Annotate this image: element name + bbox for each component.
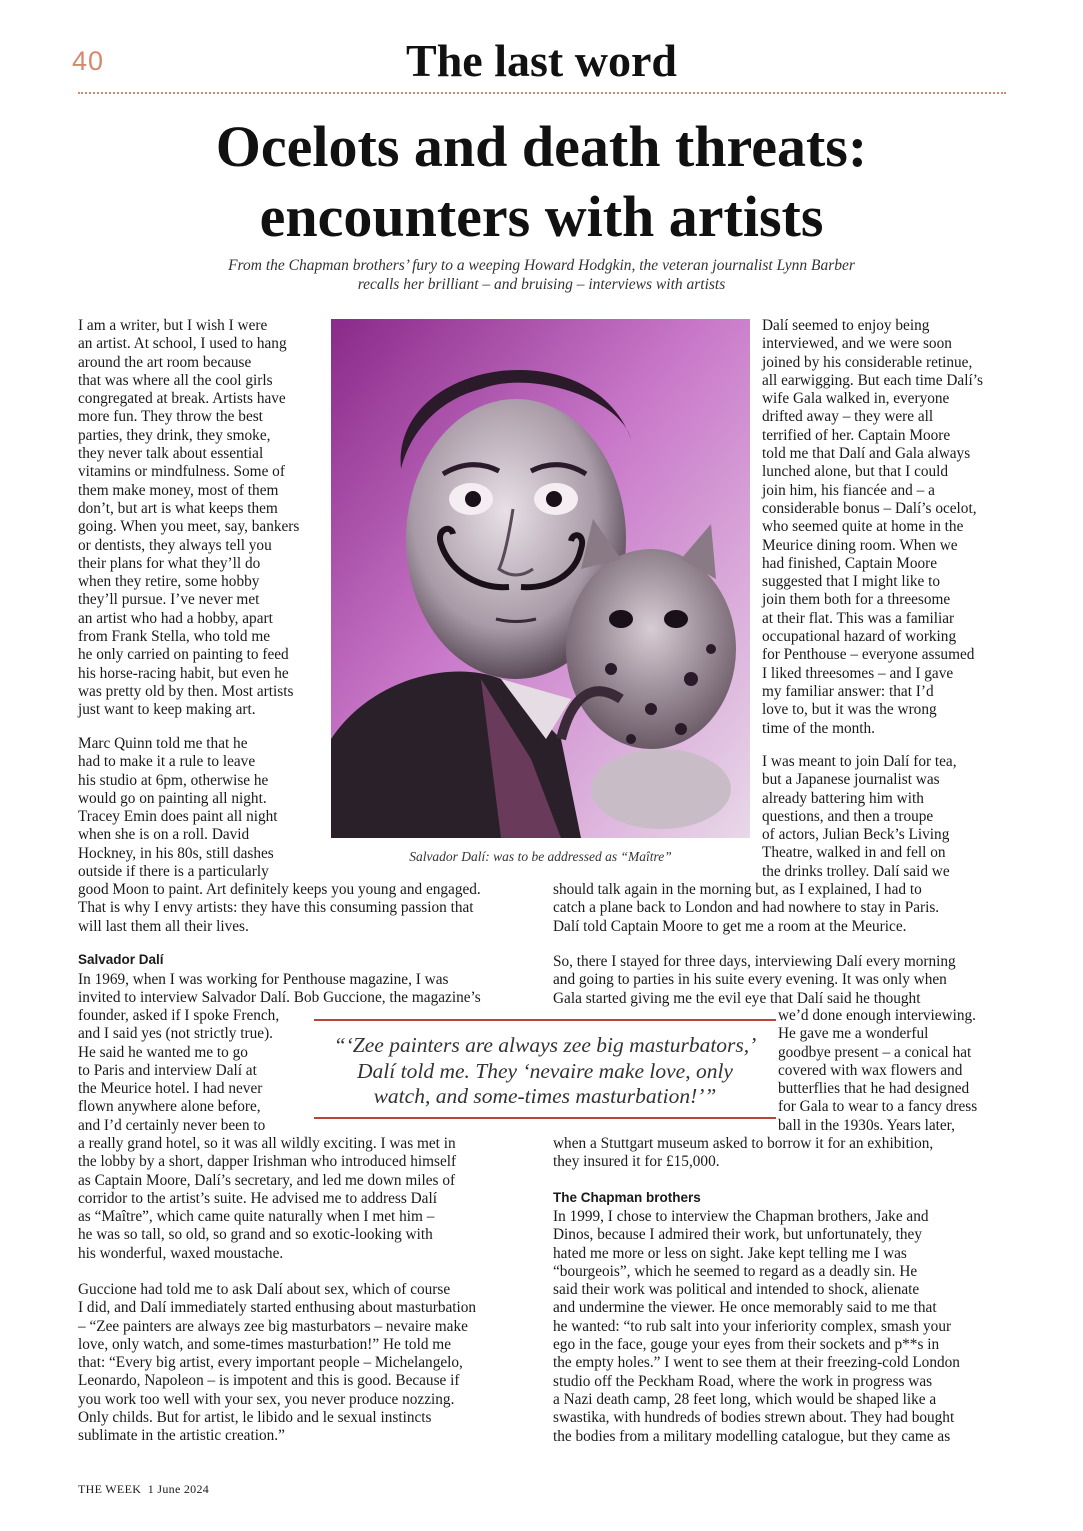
article-headline: Ocelots and death threats: encounters with artists [215, 114, 868, 249]
dali-paragraph-5a: So, there I stayed for three days, interviewing Dalí every morning and going to parties in his suite every evening. It was only when Gala started giving me the evil eye that Dalí said he thought [553, 953, 956, 1007]
dali-paragraph-1c: a really grand hotel, so it was all wildly exciting. I was met in the lobby by a short, dapper Irishman who introduced himself as Captain Moore, Dalí’s secretary, and led me down miles of corridor to the artist’s suite. He advised me to address Dalí as “Maître”, which came quite naturally when I met him – he was so tall, so old, so grand and so exotic-looking with his wonderful, waxed moustache. [78, 1135, 457, 1262]
pullquote-bottom-rule [314, 1117, 776, 1119]
pullquote: “‘Zee painters are always zee big masturbators,’ Dalí told me. They ‘nevaire make love, only watch, and some-times masturbation!’” [333, 1033, 757, 1108]
dali-paragraph-4: I was meant to join Dalí for tea, but a Japanese journalist was already battering him with questions, and then a troupe of actors, Julian Beck’s Living Theatre, walked in and fell on the drinks trolley. Dalí said we [762, 753, 957, 880]
publication-name: THE WEEK [78, 1482, 142, 1496]
chapman-paragraph: In 1999, I chose to interview the Chapman brothers, Jake and Dinos, because I admired their work, but unfortunately, they hated me more or less on sight. Jake kept telling me I was “bourgeois”, which he seemed to regard as a deadly sin. He said their work was political and intended to shock, alienate and undermine the viewer. He once memorably said to me that he wanted: “to rub salt into your inferiority complex, smash your ego in the face, gouge your eyes from their sockets and p**s in the empty holes.” I went to see them at their freezing-cold London studio off the Peckham Road, where the work in progress was a Nazi death camp, 28 feet long, which would be shaped like a swastika, with hundreds of bodies strewn about. They had bought the bodies from a military modelling catalogue, but they came as [553, 1208, 960, 1445]
dali-portrait-image [331, 319, 750, 838]
intro-paragraph: I am a writer, but I wish I were an artist. At school, I used to hang around the art room because that was where all the cool girls congregated at break. Artists have more fun. They throw the best parties, they drink, they smoke, they never talk about essential vitamins or mindfulness. Some of them make money, most of them don’t, but art is what keeps them going. When you meet, say, bankers or dentists, they always tell you their plans for what they’ll do when they retire, some hobby they’ll pursue. I’ve never met an artist who had a hobby, apart from Frank Stella, who told me he only carried on painting to feed his horse-racing habit, but even he was pretty old by then. Most artists just want to keep making art. [78, 317, 300, 719]
section-title: The last word [406, 35, 677, 86]
dali-paragraph-1a: In 1969, when I was working for Penthouse magazine, I was invited to interview Salvador Dalí. Bob Guccione, the magazine’s [78, 971, 481, 1007]
article-standfirst: From the Chapman brothers’ fury to a weeping Howard Hodgkin, the veteran journalist Lynn Barber recalls her brilliant – and bruising – interviews with artists [228, 257, 855, 293]
page-number: 40 [72, 46, 105, 76]
dali-paragraph-3: Dalí seemed to enjoy being interviewed, and we were soon joined by his considerable retinue, all earwigging. But each time Dalí’s wife Gala walked in, everyone drifted away – they were all terrified of her. Captain Moore told me that Dalí and Gala always lunched alone, but that I could join him, his fiancée and – a considerable bonus – Dalí’s ocelot, who seemed quite at home in the Meurice dining room. When we had finished, Captain Moore suggested that I might like to join them both for a threesome at their flat. This was a familiar occupational hazard of working for Penthouse – everyone assumed I liked threesomes – and I gave my familiar answer: that I’d love to, but it was the wrong time of the month. [762, 317, 983, 737]
dali-paragraph-2: Guccione had told me to ask Dalí about sex, which of course I did, and Dalí immediately started enthusing about masturbation – “Zee painters are always zee big masturbators – nevaire make love, only watch, and some-times masturbation!” He told me that: “Every big artist, every important people – Michelangelo, Leonardo, Napoleon – is impotent and this is good. Because if you work too well with your sex, you never produce nozzing. Only childs. But for artist, le libido and le sexual instincts sublimate in the artistic creation.” [78, 1281, 477, 1445]
quinn-paragraph: Marc Quinn told me that he had to make it a rule to leave his studio at 6pm, otherwise he would go on painting all night. Tracey Emin does paint all night when she is on a roll. David Hockney, in his 80s, still dashes outside if there is a particularly [78, 735, 278, 881]
page-footer [78, 1482, 209, 1497]
dali-paragraph-1b: founder, asked if I spoke French, and I said yes (not strictly true). He said he wanted me to go to Paris and interview Dalí at the Meurice hotel. I had never flown anywhere alone before, and I’d certainly never been to [78, 1007, 280, 1134]
dali-paragraph-5b: we’d done enough interviewing. He gave me a wonderful goodbye present – a conical hat covered with wax flowers and butterflies that he had designed for Gala to wear to a fancy dress ball in the 1930s. Years later, [778, 1007, 978, 1134]
header-divider [78, 92, 1006, 94]
dali-ocelot-photo [331, 319, 750, 838]
issue-date: 1 June 2024 [147, 1482, 210, 1496]
dali-subhead: Salvador Dalí [78, 952, 164, 967]
dali-paragraph-5c: when a Stuttgart museum asked to borrow it for an exhibition, they insured it for £15,000. [553, 1135, 934, 1171]
pullquote-top-rule [314, 1019, 776, 1021]
quinn-paragraph-wide: good Moon to paint. Art definitely keeps you young and engaged. That is why I envy artists: they have this consuming passion that will last them all their lives. [78, 881, 481, 935]
chapman-subhead: The Chapman brothers [553, 1190, 701, 1205]
dali-paragraph-4-wide: should talk again in the morning but, as I explained, I had to catch a plane back to London and had nowhere to stay in Paris. Dalí told Captain Moore to get me a room at the Meurice. [553, 881, 940, 935]
photo-caption: Salvador Dalí: was to be addressed as “Maître” [409, 849, 672, 864]
